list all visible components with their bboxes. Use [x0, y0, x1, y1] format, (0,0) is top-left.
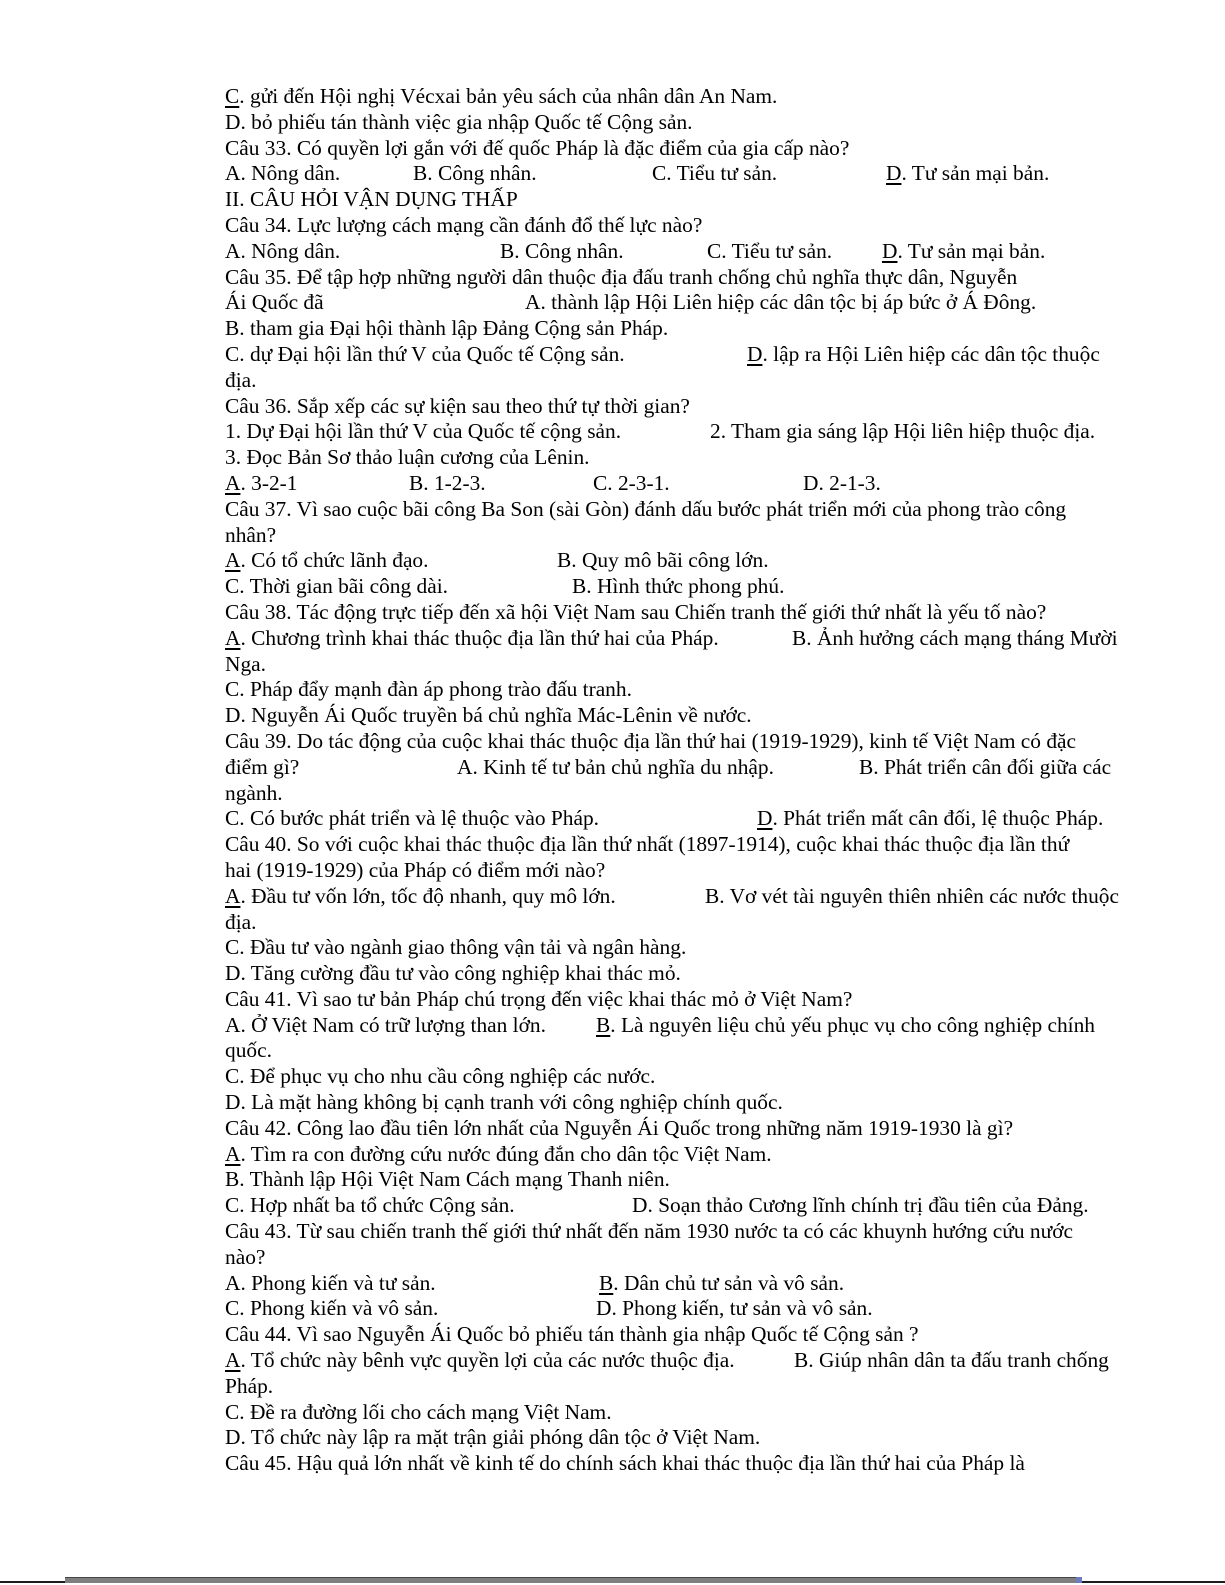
document-page — [225, 84, 1225, 1477]
text-line — [225, 1374, 1225, 1400]
text-segment: địa. — [225, 909, 257, 934]
text-line — [225, 1038, 1225, 1064]
text-segment: D. 2-1-3. — [803, 470, 881, 495]
question-line — [225, 1322, 1225, 1348]
text-segment: B. Thành lập Hội Việt Nam Cách mạng Thanh niên. — [225, 1167, 670, 1192]
text-line — [225, 1271, 1225, 1297]
text-segment: hai (1919-1929) của Pháp có điểm mới nào? — [225, 857, 606, 882]
question-line — [225, 1116, 1225, 1142]
text-segment: B. Công nhân. — [500, 238, 624, 263]
text-line — [225, 1245, 1225, 1271]
text-segment: D. Tổ chức này lập ra mặt trận giải phóng dân tộc ở Việt Nam. — [225, 1425, 761, 1450]
text-segment: D. Phong kiến, tư sản và vô sản. — [596, 1296, 873, 1321]
underlined-answer-letter: C — [225, 84, 240, 108]
question-line — [225, 213, 1225, 239]
text-segment: C. dự Đại hội lần thứ V của Quốc tế Cộng sản. — [225, 341, 625, 366]
text-segment: D. Là mặt hàng không bị cạnh tranh với công nghiệp chính quốc. — [225, 1090, 783, 1115]
text-line — [225, 574, 1225, 600]
text-segment: II. CÂU HỎI VẬN DỤNG THẤP — [225, 187, 518, 212]
underlined-answer-letter: A — [225, 548, 241, 573]
text-segment: 1. Dự Đại hội lần thứ V của Quốc tế cộng sản. — [225, 419, 622, 444]
underlined-answer-letter: D — [882, 238, 898, 263]
text-segment: nhân? — [225, 522, 277, 547]
text-segment: B. Hình thức phong phú. — [572, 574, 785, 599]
text-line — [225, 1400, 1225, 1426]
question-line — [225, 987, 1225, 1013]
answer-option-underlined: A. Chương trình khai thác thuộc địa lần thứ hai của Pháp. — [225, 625, 719, 650]
text-segment: B. Giúp nhân dân ta đấu tranh chống — [794, 1348, 1109, 1373]
text-segment: C. Đầu tư vào ngành giao thông vận tải và ngân hàng. — [225, 935, 687, 960]
text-segment: điểm gì? — [225, 754, 300, 779]
text-line — [225, 445, 1225, 471]
question-line — [225, 832, 1225, 858]
answer-option-underlined: A. 3-2-1 — [225, 470, 298, 495]
text-line — [225, 1090, 1225, 1116]
text-segment: B. 1-2-3. — [409, 470, 486, 495]
underlined-answer-letter: D — [757, 806, 773, 831]
answer-option-underlined: A. Có tổ chức lãnh đạo. — [225, 548, 429, 573]
page-bottom-divider — [65, 1577, 1081, 1583]
text-line — [225, 342, 1225, 368]
underlined-answer-letter: A — [225, 625, 241, 650]
text-segment: B. Quy mô bãi công lớn. — [557, 548, 769, 573]
text-segment: B. tham gia Đại hội thành lập Đảng Cộng sản Pháp. — [225, 316, 669, 341]
text-segment: C. Thời gian bãi công dài. — [225, 574, 449, 599]
text-segment: D. bỏ phiếu tán thành việc gia nhập Quốc tế Cộng sản. — [225, 109, 693, 134]
text-line — [225, 626, 1225, 652]
text-line — [225, 548, 1225, 574]
text-line — [225, 1348, 1225, 1374]
text-line — [225, 84, 1225, 110]
text-line — [225, 910, 1225, 936]
text-line — [225, 781, 1225, 807]
answer-option-underlined: D. Tư sản mại bản. — [886, 161, 1050, 186]
text-segment: Câu 45. Hậu quả lớn nhất về kinh tế do chính sách khai thác thuộc địa lần thứ hai của Pháp là — [225, 1451, 1025, 1476]
underlined-answer-letter: B — [596, 1012, 611, 1037]
text-segment: Câu 33. Có quyền lợi gắn với đế quốc Pháp là đặc điểm của gia cấp nào? — [225, 135, 850, 160]
text-segment: Câu 40. So với cuộc khai thác thuộc địa lần thứ nhất (1897-1914), cuộc khai thác thuộc địa lần thứ — [225, 832, 1070, 857]
text-line — [225, 290, 1225, 316]
text-segment: A. Phong kiến và tư sản. — [225, 1270, 436, 1295]
text-segment: C. 2-3-1. — [593, 470, 670, 495]
text-segment: C. Phong kiến và vô sản. — [225, 1296, 439, 1321]
underlined-answer-letter: D — [886, 161, 902, 186]
text-line — [225, 161, 1225, 187]
text-segment: B. Phát triển cân đối giữa các — [859, 754, 1112, 779]
text-segment: C. Để phục vụ cho nhu cầu công nghiệp các nước. — [225, 1064, 656, 1089]
text-line — [225, 858, 1225, 884]
text-line — [225, 1064, 1225, 1090]
text-segment: Câu 44. Vì sao Nguyễn Ái Quốc bỏ phiếu tán thành gia nhập Quốc tế Cộng sản ? — [225, 1322, 919, 1347]
answer-option-underlined: C. gửi đến Hội nghị Vécxai bản yêu sách của nhân dân An Nam. — [225, 84, 778, 108]
text-line — [225, 1167, 1225, 1193]
text-line — [225, 677, 1225, 703]
text-segment: 2. Tham gia sáng lập Hội liên hiệp thuộc địa. — [710, 419, 1096, 444]
question-line — [225, 1219, 1225, 1245]
text-line — [225, 1296, 1225, 1322]
answer-option-underlined: A. Tổ chức này bênh vực quyền lợi của các nước thuộc địa. — [225, 1348, 735, 1373]
text-line — [225, 187, 1225, 213]
answer-option-underlined: A. Đầu tư vốn lớn, tốc độ nhanh, quy mô lớn. — [225, 883, 616, 908]
text-line — [225, 1193, 1225, 1219]
text-segment: 3. Đọc Bản Sơ thảo luận cương của Lênin. — [225, 445, 590, 470]
underlined-answer-letter: A — [225, 470, 241, 495]
divider-accent-tick — [1076, 1577, 1082, 1583]
text-segment: C. Tiểu tư sản. — [707, 238, 833, 263]
text-segment: A. Kinh tế tư bản chủ nghĩa du nhập. — [457, 754, 774, 779]
text-line — [225, 368, 1225, 394]
text-segment: A. Nông dân. — [225, 238, 341, 263]
question-line — [225, 394, 1225, 420]
underlined-answer-letter: B — [599, 1270, 614, 1295]
text-segment: Câu 36. Sắp xếp các sự kiện sau theo thứ tự thời gian? — [225, 393, 690, 418]
text-line — [225, 1013, 1225, 1039]
text-line — [225, 1142, 1225, 1168]
text-line — [225, 239, 1225, 265]
text-line — [225, 703, 1225, 729]
text-segment: Câu 37. Vì sao cuộc bãi công Ba Son (sài Gòn) đánh dấu bước phát triển mới của phong trào công — [225, 496, 1067, 521]
text-segment: nào? — [225, 1244, 266, 1269]
text-segment: Câu 35. Để tập hợp những người dân thuộc địa đấu tranh chống chủ nghĩa thực dân, Nguyễn — [225, 264, 1018, 289]
text-line — [225, 961, 1225, 987]
question-line — [225, 497, 1225, 523]
text-line — [225, 316, 1225, 342]
text-segment: Nga. — [225, 651, 266, 676]
text-segment: A. Ở Việt Nam có trữ lượng than lớn. — [225, 1012, 546, 1037]
question-line — [225, 600, 1225, 626]
text-line — [225, 419, 1225, 445]
text-segment: Câu 42. Công lao đầu tiên lớn nhất của Nguyễn Ái Quốc trong những năm 1919-1930 là gì? — [225, 1115, 1014, 1140]
text-line — [225, 1425, 1225, 1451]
text-segment: Câu 34. Lực lượng cách mạng cần đánh đổ thế lực nào? — [225, 212, 703, 237]
text-segment: C. Đề ra đường lối cho cách mạng Việt Nam. — [225, 1399, 612, 1424]
answer-option-underlined: D. Tư sản mại bản. — [882, 238, 1046, 263]
text-segment: Pháp. — [225, 1373, 274, 1398]
answer-option-underlined: B. Là nguyên liệu chủ yếu phục vụ cho công nghiệp chính — [596, 1012, 1096, 1037]
question-line — [225, 729, 1225, 755]
question-line — [225, 136, 1225, 162]
text-segment: D. Soạn thảo Cương lĩnh chính trị đầu tiên của Đảng. — [632, 1193, 1089, 1218]
text-line — [225, 755, 1225, 781]
text-line — [225, 935, 1225, 961]
text-line — [225, 652, 1225, 678]
text-segment: quốc. — [225, 1038, 272, 1063]
text-segment: A. Nông dân. — [225, 161, 341, 186]
text-segment: Câu 39. Do tác động của cuộc khai thác thuộc địa lần thứ hai (1919-1929), kinh tế Việt Nam có đặc — [225, 728, 1077, 753]
text-segment: A. thành lập Hội Liên hiệp các dân tộc bị áp bức ở Á Đông. — [525, 290, 1037, 315]
text-segment: Câu 43. Từ sau chiến tranh thế giới thứ nhất đến năm 1930 nước ta có các khuynh hướng cứu nước — [225, 1219, 1074, 1244]
question-line — [225, 1451, 1225, 1477]
text-segment: địa. — [225, 367, 257, 392]
text-segment: B. Công nhân. — [413, 161, 537, 186]
underlined-answer-letter: D — [747, 341, 763, 366]
text-segment: C. Pháp đẩy mạnh đàn áp phong trào đấu tranh. — [225, 677, 632, 702]
text-segment: D. Nguyễn Ái Quốc truyền bá chủ nghĩa Mác-Lênin về nước. — [225, 703, 752, 728]
answer-option-underlined: D. Phát triển mất cân đối, lệ thuộc Pháp. — [757, 806, 1104, 831]
underlined-answer-letter: A — [225, 883, 241, 908]
answer-option-underlined: D. lập ra Hội Liên hiệp các dân tộc thuộc — [747, 341, 1100, 366]
text-line — [225, 523, 1225, 549]
text-segment: Ái Quốc đã — [225, 290, 324, 315]
text-segment: D. Tăng cường đầu tư vào công nghiệp khai thác mỏ. — [225, 961, 681, 986]
text-segment: C. Tiểu tư sản. — [652, 161, 778, 186]
text-segment: B. Vơ vét tài nguyên thiên nhiên các nước thuộc — [705, 883, 1119, 908]
answer-option-underlined: A. Tìm ra con đường cứu nước đúng đắn cho dân tộc Việt Nam. — [225, 1141, 772, 1166]
underlined-answer-letter: A — [225, 1348, 241, 1373]
text-line — [225, 110, 1225, 136]
answer-option-underlined: B. Dân chủ tư sản và vô sản. — [599, 1270, 845, 1295]
text-segment: Câu 41. Vì sao tư bản Pháp chú trọng đến việc khai thác mỏ ở Việt Nam? — [225, 986, 853, 1011]
text-segment: C. Hợp nhất ba tổ chức Cộng sản. — [225, 1193, 515, 1218]
text-line — [225, 806, 1225, 832]
text-segment: B. Ảnh hưởng cách mạng tháng Mười — [792, 625, 1118, 650]
text-segment: ngành. — [225, 780, 283, 805]
underlined-answer-letter: A — [225, 1141, 241, 1166]
text-segment: C. Có bước phát triển và lệ thuộc vào Pháp. — [225, 806, 599, 831]
text-line — [225, 471, 1225, 497]
question-line — [225, 265, 1225, 291]
text-segment: Câu 38. Tác động trực tiếp đến xã hội Việt Nam sau Chiến tranh thế giới thứ nhất là yếu tố nào? — [225, 599, 1047, 624]
text-line — [225, 884, 1225, 910]
